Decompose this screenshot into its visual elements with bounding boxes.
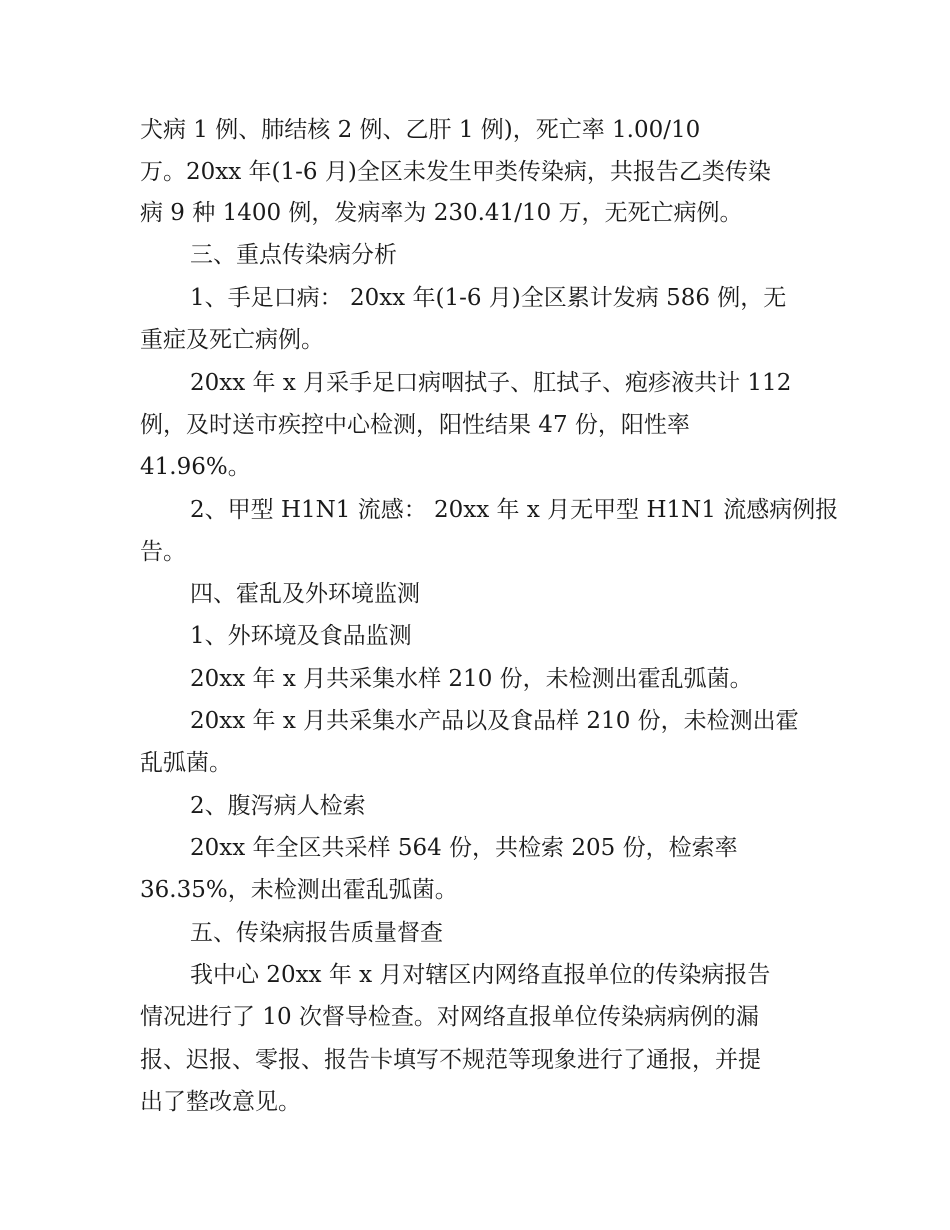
section-heading: 四、霍乱及外环境监测: [190, 581, 420, 607]
text-line: 情况进行了 10 次督导检查。对网络直报单位传染病病例的漏: [140, 1004, 759, 1030]
text-line: 重症及死亡病例。: [140, 327, 324, 353]
text-line: 万。20xx 年(1-6 月)全区未发生甲类传染病，共报告乙类传染: [140, 159, 771, 185]
text-line: 20xx 年 x 月采手足口病咽拭子、肛拭子、疱疹液共计 112: [190, 370, 792, 396]
text-line: 20xx 年全区共采样 564 份，共检索 205 份，检索率: [190, 835, 738, 861]
text-line: 41.96%。: [140, 454, 251, 480]
section-heading: 五、传染病报告质量督查: [190, 920, 443, 946]
section-heading: 三、重点传染病分析: [190, 242, 397, 268]
text-line: 报、迟报、零报、报告卡填写不规范等现象进行了通报，并提: [140, 1047, 761, 1073]
text-line: 20xx 年 x 月共采集水产品以及食品样 210 份，未检测出霍: [190, 708, 799, 734]
text-line: 病 9 种 1400 例，发病率为 230.41/10 万，无死亡病例。: [140, 200, 743, 226]
text-line: 乱弧菌。: [140, 750, 232, 776]
text-line: 36.35%，未检测出霍乱弧菌。: [140, 877, 458, 903]
text-line: 1、手足口病： 20xx 年(1-6 月)全区累计发病 586 例，无: [190, 285, 787, 311]
text-line: 出了整改意见。: [140, 1089, 301, 1115]
text-line: 例，及时送市疾控中心检测，阳性结果 47 份，阳性率: [140, 412, 690, 438]
text-line: 20xx 年 x 月共采集水样 210 份，未检测出霍乱弧菌。: [190, 666, 753, 692]
text-line: 告。: [140, 539, 186, 565]
subsection-heading: 2、腹泻病人检索: [190, 793, 366, 819]
text-line: 犬病 1 例、肺结核 2 例、乙肝 1 例)，死亡率 1.00/10: [140, 117, 701, 143]
text-line: 我中心 20xx 年 x 月对辖区内网络直报单位的传染病报告: [190, 962, 771, 988]
text-line: 2、甲型 H1N1 流感： 20xx 年 x 月无甲型 H1N1 流感病例报: [190, 497, 839, 523]
subsection-heading: 1、外环境及食品监测: [190, 623, 412, 649]
